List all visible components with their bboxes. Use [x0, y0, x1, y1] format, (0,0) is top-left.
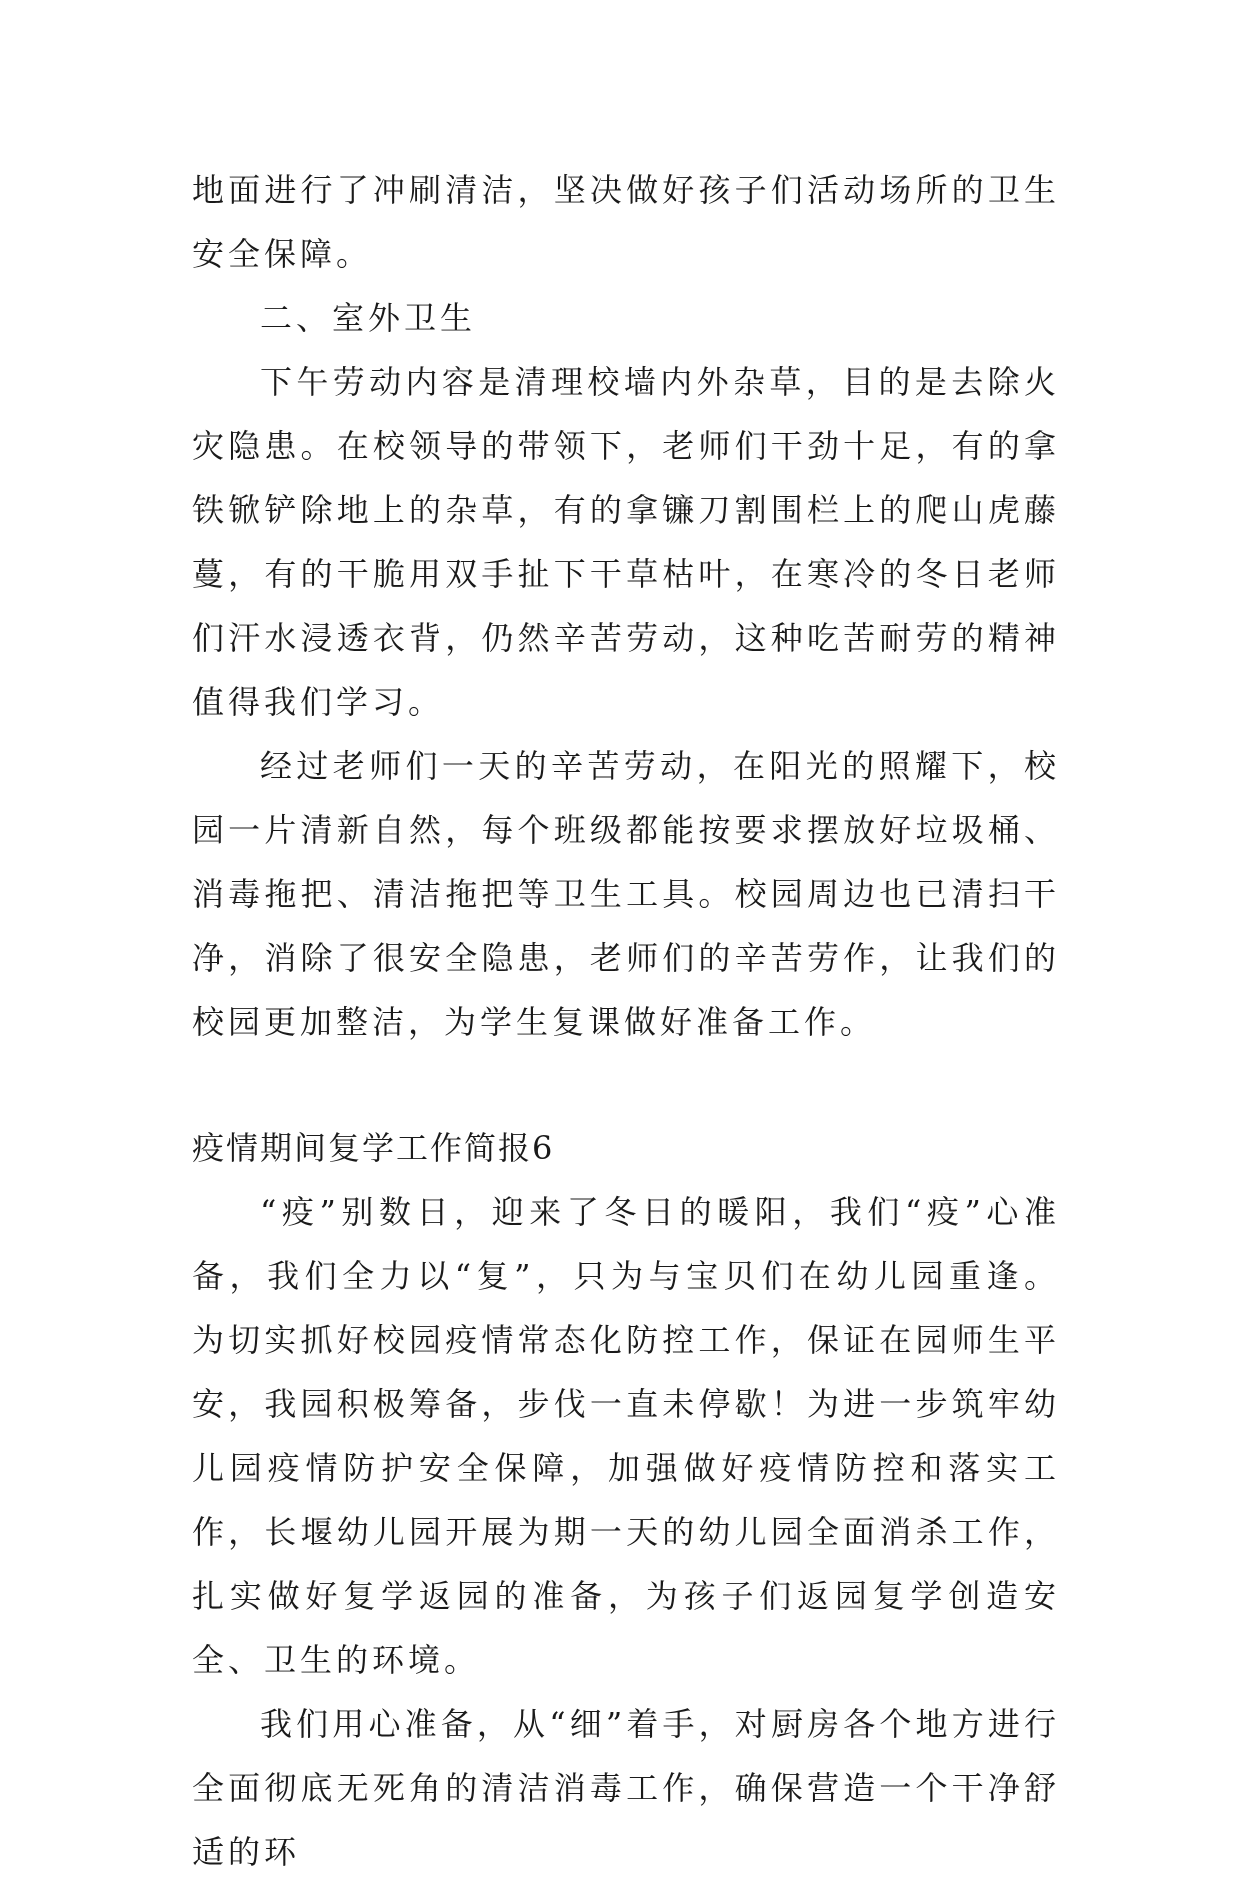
paragraph-kitchen-cleaning: 我们用心准备，从“细”着手，对厨房各个地方进行全面彻底无死角的清洁消毒工作，确保营造一个干净舒适的环 [192, 1705, 1060, 1871]
section-heading: 二、室外卫生 [260, 299, 477, 337]
paragraph-outdoor-labor: 下午劳动内容是清理校墙内外杂草，目的是去除火灾隐患。在校领导的带领下，老师们干劲十足，有的拿铁锨铲除地上的杂草，有的拿镰刀割围栏上的爬山虎藤蔓，有的干脆用双手扯下干草枯叶，在寒冷的冬日老师们汗水浸透衣背，仍然辛苦劳动，这种吃苦耐劳的精神值得我们学习。 [192, 363, 1060, 721]
paragraph-reopening-intro: “疫”别数日，迎来了冬日的暖阳，我们“疫”心准备，我们全力以“复”，只为与宝贝们在幼儿园重逢。为切实抓好校园疫情常态化防控工作，保证在园师生平安，我园积极筹备，步伐一直未停歇！为进一步筑牢幼儿园疫情防护安全保障，加强做好疫情防控和落实工作，长堰幼儿园开展为期一天的幼儿园全面消杀工作，扎实做好复学返园的准备，为孩子们返园复学创造安全、卫生的环境。 [192, 1193, 1060, 1679]
paragraph-campus-result: 经过老师们一天的辛苦劳动，在阳光的照耀下，校园一片清新自然，每个班级都能按要求摆放好垃圾桶、消毒拖把、清洁拖把等卫生工具。校园周边也已清扫干净，消除了很安全隐患，老师们的辛苦劳作，让我们的校园更加整洁，为学生复课做好准备工作。 [192, 747, 1060, 1041]
continuation-paragraph: 地面进行了冲刷清洁，坚决做好孩子们活动场所的卫生安全保障。 [192, 171, 1060, 273]
document-body [192, 158, 1060, 1884]
report-title: 疫情期间复学工作简报6 [192, 1129, 555, 1167]
